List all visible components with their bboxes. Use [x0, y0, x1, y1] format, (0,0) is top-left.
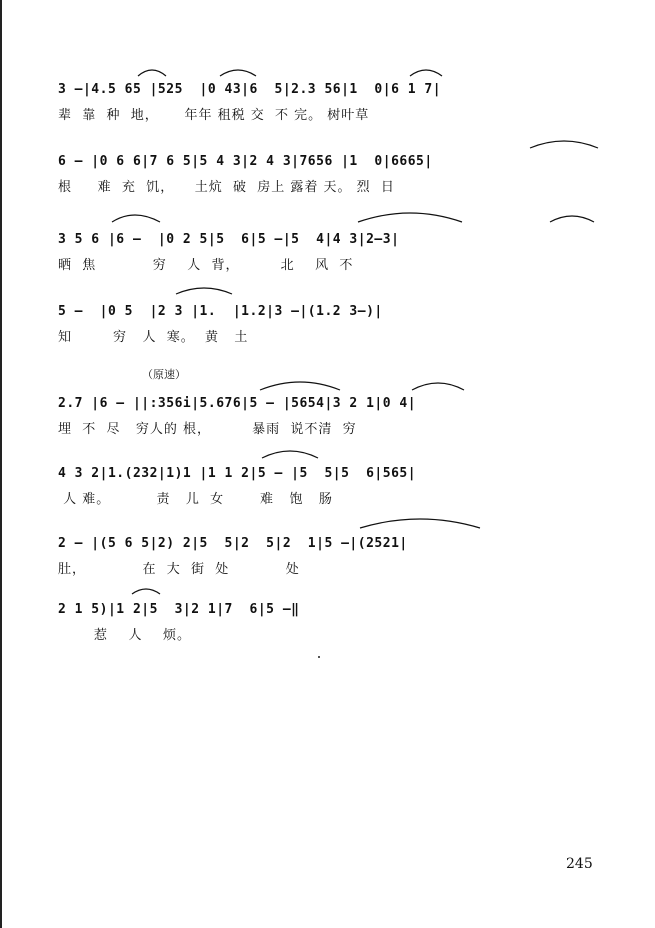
notation-line: 2 — |(5 6 5|2) 2|5 5|2 5|2 1|5 —|(2521|: [58, 536, 408, 551]
notation-line: 3 —|4.5 65 |525 |0 43|6 5|2.3 56|1 0|6 1 7|: [58, 82, 442, 97]
page-edge-line: [0, 0, 2, 928]
notation-line: 6 — |0 6 6|7 6 5|5 4 3|2 4 3|7656 |1 0|6665|: [58, 154, 433, 169]
notation-line: 2 1 5)|1 2|5 3|2 1|7 6|5 —‖: [58, 602, 300, 617]
lyrics-line: 埋 不 尽 穷人的 根， 暴雨 说不清 穷: [58, 422, 357, 437]
lyrics-line: 肚， 在 大 街 处 处: [58, 562, 300, 577]
notation-line: 4 3 2|1.(232|1)1 |1 1 2|5 — |5 5|5 6|565|: [58, 466, 417, 481]
print-speck: [318, 656, 320, 658]
lyrics-line: 辈 靠 种 地， 年年 租税 交 不 完。 树叶草: [58, 108, 370, 123]
notation-line: 2.7 |6 — ||:356i|5.676|5 — |5654|3 2 1|0 4|: [58, 396, 417, 411]
notation-line: 3 5 6 |6 — |0 2 5|5 6|5 —|5 4|4 3|2—3|: [58, 232, 400, 247]
lyrics-line: 根 难 充 饥， 土炕 破 房上 露着 天。 烈 日: [58, 180, 395, 195]
notation-line: 5 — |0 5 |2 3 |1. |1.2|3 —|(1.2 3—)|: [58, 304, 383, 319]
page-number: 245: [566, 856, 593, 872]
lyrics-line: 惹 人 烦。: [58, 628, 191, 643]
lyrics-line: 晒 焦 穷 人 背， 北 风 不: [58, 258, 354, 273]
lyrics-line: 知 穷 人 寒。 黄 土: [58, 330, 249, 345]
lyrics-line: 人 难。 责 儿 女 难 饱 肠: [58, 492, 333, 507]
tempo-marking: （原速）: [142, 368, 186, 381]
